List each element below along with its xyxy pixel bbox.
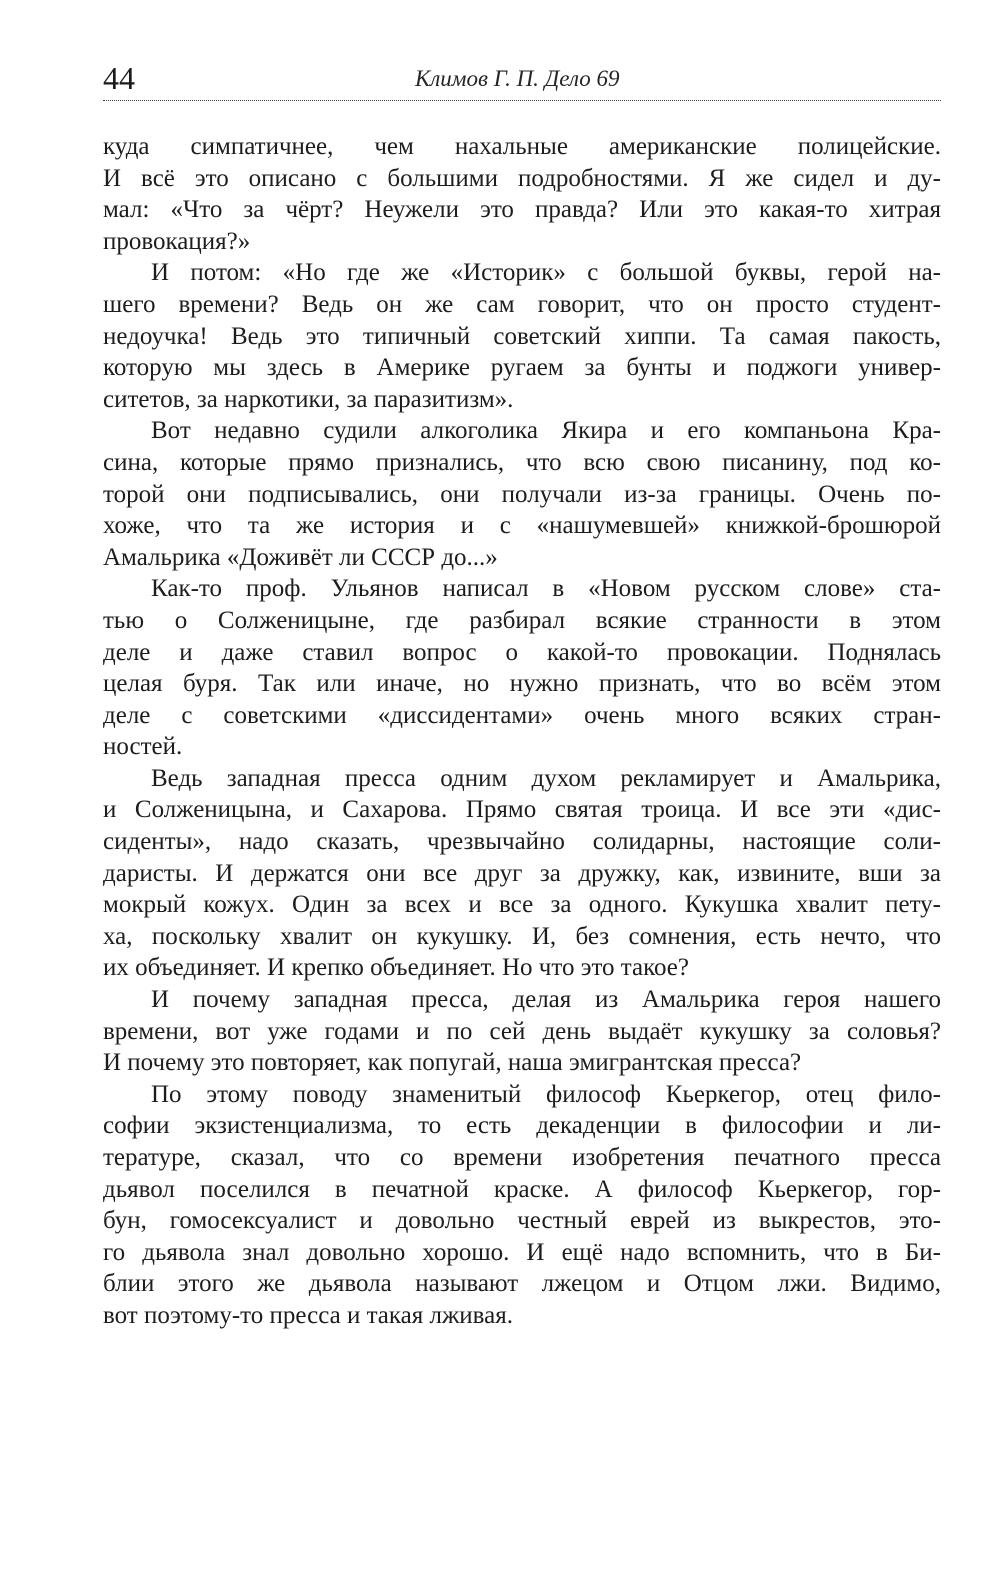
text-line: сиденты», надо сказать, чрезвычайно солидарны, настоящие соли-: [103, 828, 941, 856]
text-line: Амальрика «Доживёт ли СССР до...»: [103, 543, 498, 571]
text-line: куда симпатичнее, чем нахальные американские полицейские.: [103, 133, 941, 160]
page-number: 44: [103, 60, 135, 96]
text-line: софии экзистенциализма, то есть декаденции в философии и ли-: [103, 1112, 941, 1140]
paragraph: [103, 984, 941, 1079]
text-line: Как-то проф. Ульянов написал в «Новом русском слове» ста-: [151, 575, 941, 603]
text-line: Ведь западная пресса одним духом рекламирует и Амальрика,: [151, 764, 941, 792]
text-line: шего времени? Ведь он же сам говорит, что он просто студент-: [103, 290, 941, 318]
text-line: И потом: «Но где же «Историк» с большой буквы, герой на-: [151, 259, 941, 287]
paragraph: [103, 131, 941, 257]
text-line: Вот недавно судили алкоголика Якира и его компаньона Кра-: [151, 417, 941, 445]
text-line: недоучка! Ведь это типичный советский хиппи. Та самая пакость,: [103, 322, 941, 350]
text-line: И почему это повторяет, как попугай, наша эмигрантская пресса?: [103, 1049, 802, 1077]
text-line: провокация?»: [103, 227, 251, 255]
text-line: мал: «Что за чёрт? Неужели это правда? Или это какая-то хитрая: [103, 196, 941, 224]
paragraph: [103, 763, 941, 984]
text-line: мокрый кожух. Один за всех и все за одного. Кукушка хвалит пету-: [103, 891, 941, 919]
text-line: времени, вот уже годами и по сей день выдаёт кукушку за соловья?: [103, 1017, 941, 1045]
text-line: дьявол поселился в печатной краске. А философ Кьеркегор, гор-: [103, 1175, 941, 1203]
text-line: тературе, сказал, что со времени изобретения печатного пресса: [103, 1144, 941, 1171]
paragraph: [103, 415, 941, 573]
text-line: их объединяет. И крепко объединяет. Но что это такое?: [103, 954, 689, 982]
text-line: бун, гомосексуалист и довольно честный еврей из выкрестов, это-: [103, 1207, 941, 1235]
paragraph: [103, 573, 941, 763]
text-line: ситетов, за наркотики, за паразитизм».: [103, 385, 514, 413]
paragraph: [103, 257, 941, 415]
text-line: вот поэтому-то пресса и такая лживая.: [103, 1301, 513, 1329]
paragraph: [103, 1079, 941, 1332]
text-line: даристы. И держатся они все друг за дружку, как, извините, вши за: [103, 859, 941, 887]
text-line: деле и даже ставил вопрос о какой-то провокации. Поднялась: [103, 638, 941, 666]
text-line: блии этого же дьявола называют лжецом и Отцом лжи. Видимо,: [103, 1270, 941, 1298]
text-line: торой они подписывались, они получали из-за границы. Очень по-: [103, 480, 941, 508]
text-line: И всё это описано с большими подробностями. Я же сидел и ду-: [103, 164, 941, 192]
text-line: И почему западная пресса, делая из Амальрика героя нашего: [151, 986, 941, 1014]
running-head: [103, 58, 941, 101]
text-line: деле с советскими «диссидентами» очень много всяких стран-: [103, 701, 941, 729]
text-line: ха, поскольку хвалит он кукушку. И, без сомнения, есть нечто, что: [103, 922, 941, 950]
text-line: ностей.: [103, 733, 183, 761]
text-line: го дьявола знал довольно хорошо. И ещё надо вспомнить, что в Би-: [103, 1238, 941, 1266]
text-line: По этому поводу знаменитый философ Кьеркегор, отец фило-: [151, 1080, 941, 1108]
text-line: которую мы здесь в Америке ругаем за бунты и поджоги универ-: [103, 354, 941, 382]
text-line: и Солженицына, и Сахарова. Прямо святая троица. И все эти «дис-: [103, 796, 941, 824]
body-text: [103, 131, 941, 1332]
text-line: тью о Солженицыне, где разбирал всякие странности в этом: [103, 606, 941, 634]
text-line: хоже, что та же история и с «нашумевшей» книжкой-брошюрой: [103, 512, 941, 540]
text-line: сина, которые прямо признались, что всю свою писанину, под ко-: [103, 448, 941, 476]
running-title: Климов Г. П. Дело 69: [415, 66, 620, 91]
text-line: целая буря. Так или иначе, но нужно признать, что во всём этом: [103, 670, 941, 698]
